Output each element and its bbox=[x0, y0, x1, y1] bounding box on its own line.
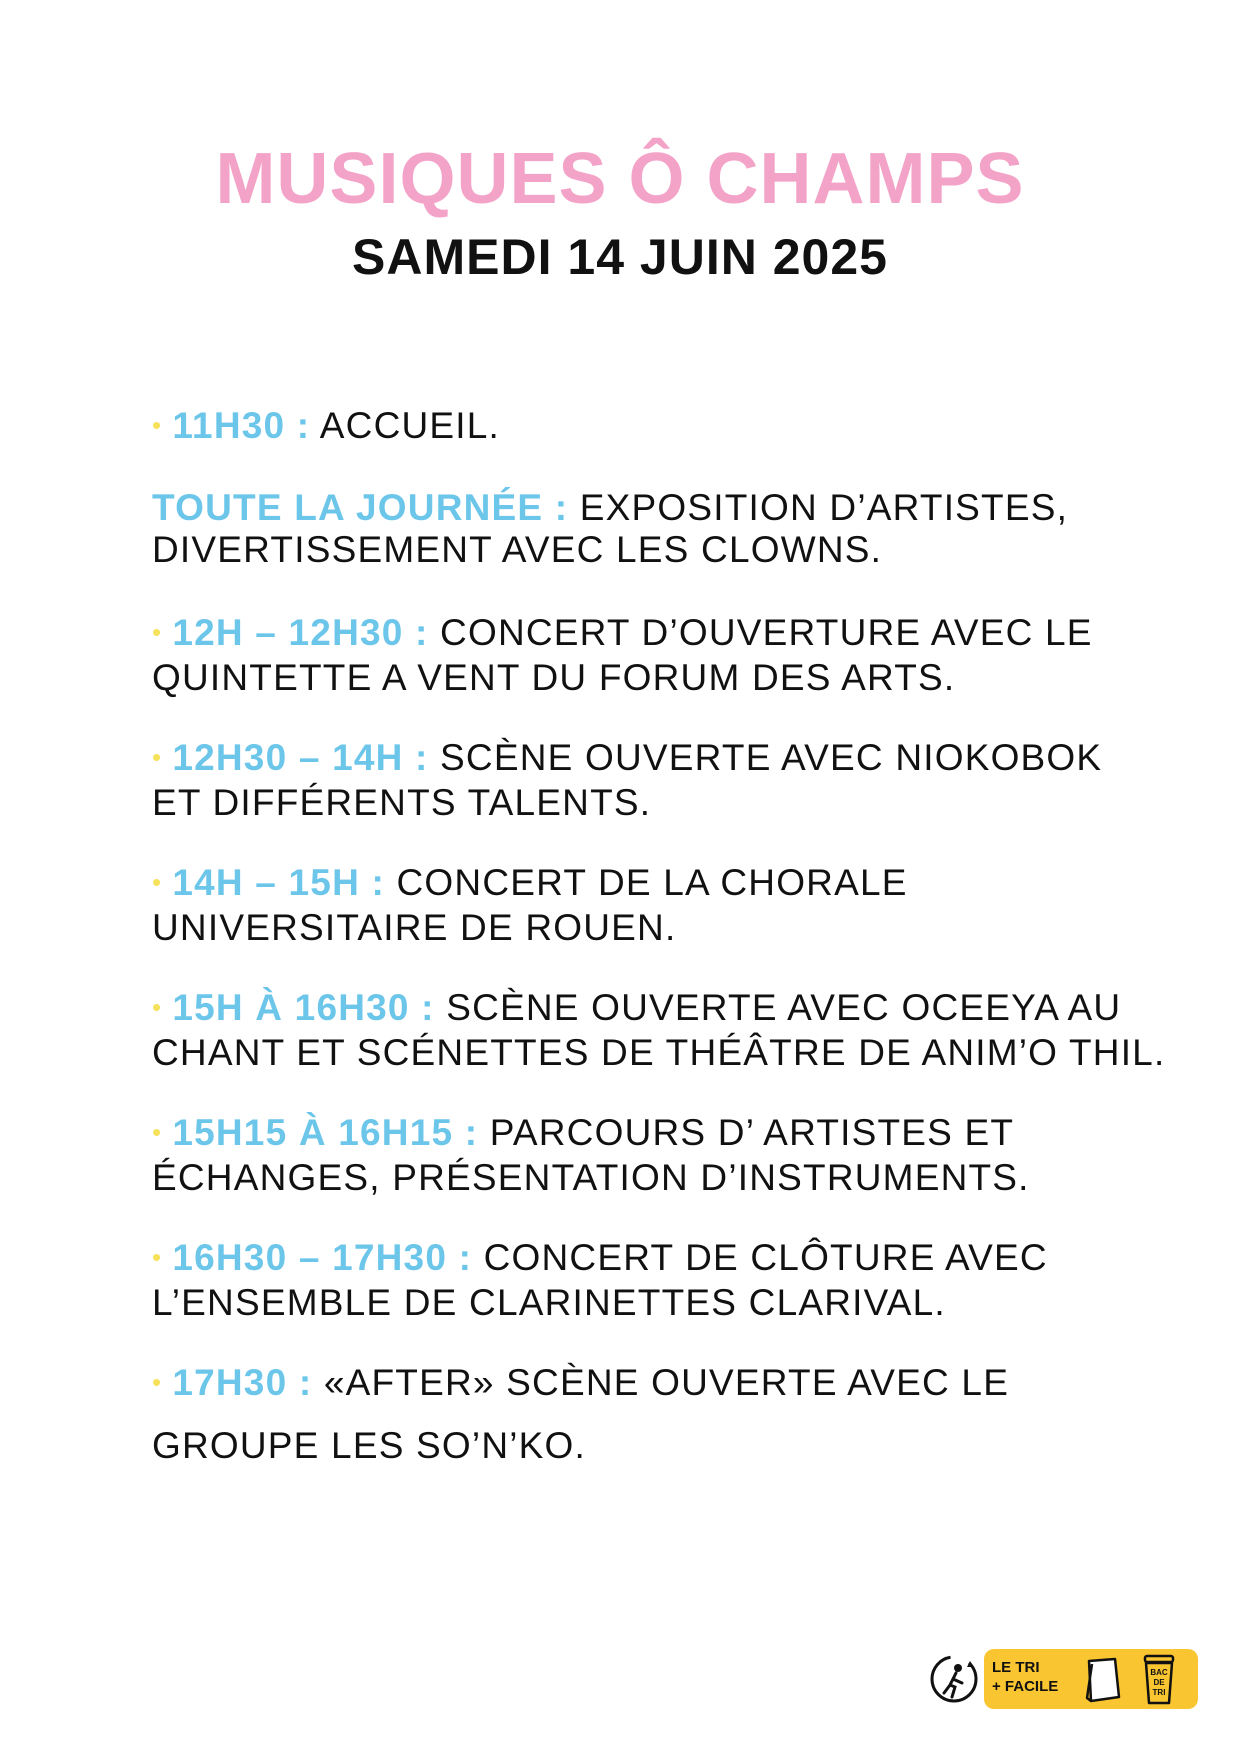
program-time: 16H30 – 17H30 : bbox=[172, 1237, 473, 1278]
program-text-cont: UNIVERSITAIRE DE ROUEN. bbox=[152, 907, 677, 948]
event-date: SAMEDI 14 JUIN 2025 bbox=[352, 229, 888, 285]
bullet-icon: • bbox=[152, 617, 163, 647]
program-text-cont: ÉCHANGES, PRÉSENTATION D’INSTRUMENTS. bbox=[152, 1157, 1030, 1198]
program-text-cont: ET DIFFÉRENTS TALENTS. bbox=[152, 782, 652, 823]
program-time: 14H – 15H : bbox=[172, 862, 386, 903]
program-text-cont: L’ENSEMBLE DE CLARINETTES CLARIVAL. bbox=[152, 1282, 946, 1323]
bullet-icon: • bbox=[152, 992, 163, 1022]
program-text: CONCERT DE CLÔTURE AVEC bbox=[483, 1237, 1048, 1278]
program-time: TOUTE LA JOURNÉE : bbox=[152, 487, 569, 528]
bin-text-2: DE bbox=[1153, 1678, 1165, 1687]
program-text: EXPOSITION D’ARTISTES, bbox=[579, 487, 1069, 528]
tri-label bbox=[992, 1658, 1058, 1696]
program-time: 15H À 16H30 : bbox=[172, 987, 435, 1028]
bullet-icon: • bbox=[152, 1242, 163, 1272]
program-item-1 bbox=[152, 405, 1172, 450]
program-item-9 bbox=[152, 1362, 1172, 1467]
page-title: MUSIQUES Ô CHAMPS bbox=[215, 139, 1025, 219]
program-text-cont: DIVERTISSEMENT AVEC LES CLOWNS. bbox=[152, 529, 883, 570]
program-item-7 bbox=[152, 1112, 1172, 1199]
recycle-person-icon bbox=[928, 1653, 980, 1705]
bin-icon bbox=[1136, 1653, 1182, 1707]
program-text: PARCOURS D’ ARTISTES ET bbox=[489, 1112, 1015, 1153]
program-text-cont: CHANT ET SCÉNETTES DE THÉÂTRE DE ANIM’O THIL. bbox=[152, 1032, 1166, 1073]
tri-line2: + FACILE bbox=[992, 1678, 1059, 1695]
program-text-cont: GROUPE LES SO’N’KO. bbox=[152, 1425, 587, 1466]
bin-text-3: TRI bbox=[1152, 1688, 1166, 1697]
program-item-8 bbox=[152, 1237, 1172, 1324]
bullet-icon: • bbox=[152, 867, 163, 897]
program-item-4 bbox=[152, 737, 1172, 824]
tri-line1: LE TRI bbox=[992, 1659, 1040, 1676]
program-text: SCÈNE OUVERTE AVEC NIOKOBOK bbox=[440, 737, 1103, 778]
program-time: 12H – 12H30 : bbox=[172, 612, 429, 653]
program-text: CONCERT D’OUVERTURE AVEC LE bbox=[440, 612, 1093, 653]
program-item-2 bbox=[152, 487, 1172, 571]
program-text: «AFTER» SCÈNE OUVERTE AVEC LE bbox=[323, 1362, 1010, 1403]
paper-icon bbox=[1083, 1657, 1123, 1703]
program-text-cont: QUINTETTE A VENT DU FORUM DES ARTS. bbox=[152, 657, 956, 698]
program-item-6 bbox=[152, 987, 1172, 1074]
bullet-icon: • bbox=[152, 1367, 163, 1397]
bullet-icon: • bbox=[152, 1117, 163, 1147]
bin-text-1: BAC bbox=[1150, 1668, 1168, 1677]
program-item-5 bbox=[152, 862, 1172, 949]
bullet-icon: • bbox=[152, 410, 163, 440]
tri-badge bbox=[928, 1649, 1198, 1709]
program-time: 11H30 : bbox=[172, 405, 311, 446]
program-item-3 bbox=[152, 612, 1172, 699]
program-text: ACCUEIL. bbox=[319, 405, 501, 446]
program-time: 12H30 – 14H : bbox=[172, 737, 429, 778]
bullet-icon: • bbox=[152, 742, 163, 772]
program-text: SCÈNE OUVERTE AVEC OCEEYA AU bbox=[446, 987, 1122, 1028]
program-time: 15H15 À 16H15 : bbox=[172, 1112, 479, 1153]
program-time: 17H30 : bbox=[172, 1362, 313, 1403]
program-text: CONCERT DE LA CHORALE bbox=[396, 862, 908, 903]
